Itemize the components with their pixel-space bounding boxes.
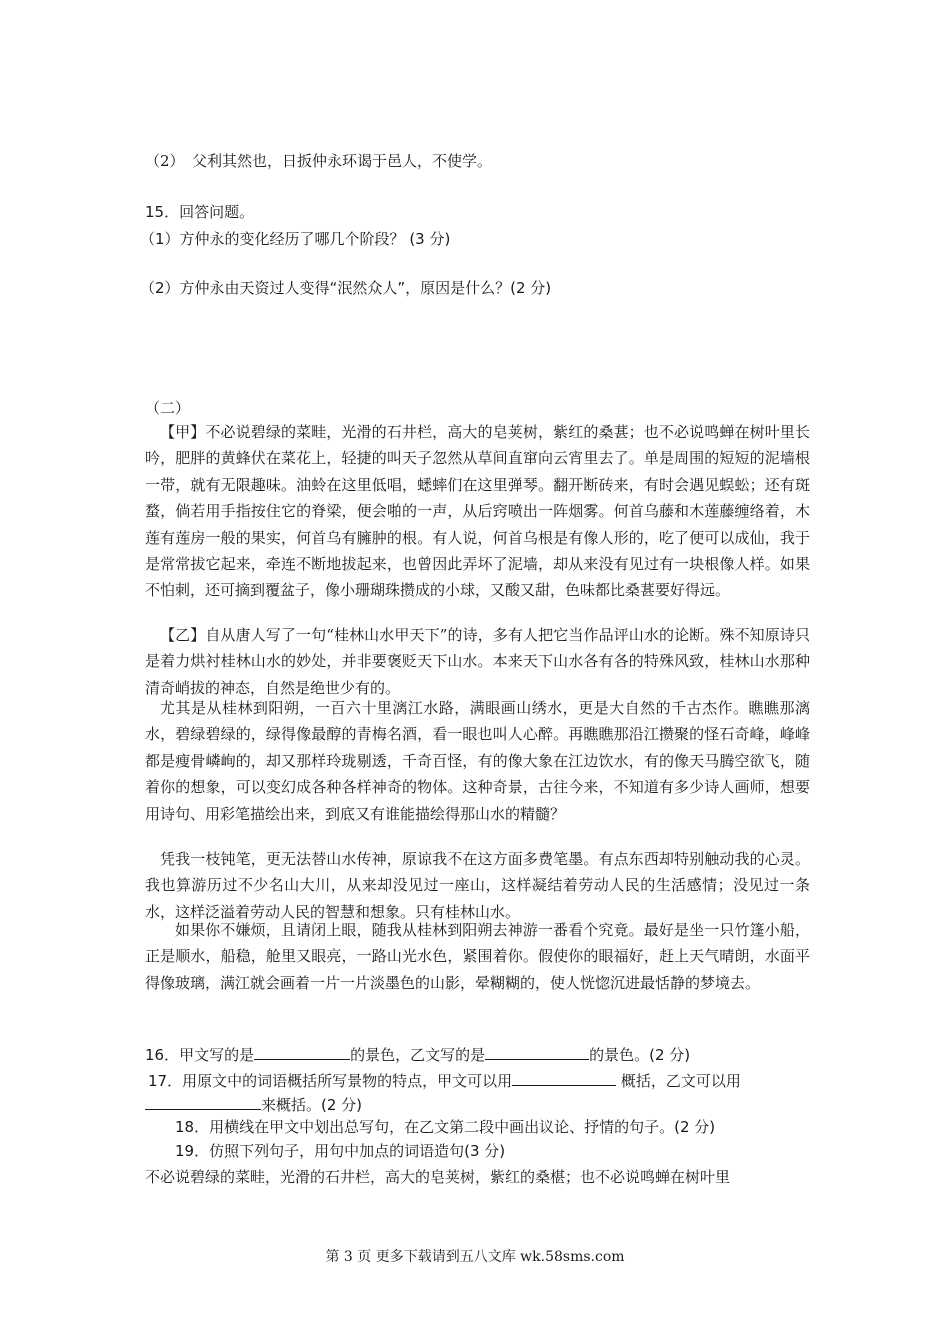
answer-blank-17b[interactable] — [145, 1093, 261, 1110]
question-17-prefix: 17．用原文中的词语概括所写景物的特点，甲文可以用 — [148, 1072, 513, 1090]
question-15-sub-1: （1）方仲永的变化经历了哪几个阶段？ (3 分) — [140, 230, 451, 248]
passage-yi-paragraph-1: 【乙】自从唐人写了一句“桂林山水甲天下”的诗，多有人把它当作品评山水的论断。殊不知原诗只是着力烘衬桂林山水的妙处，并非要褒贬天下山水。本来天下山水各有各的特殊风致，桂林山水那种清奇峭拔的神态，自然是绝世少有的。 — [145, 626, 810, 697]
passage-yi-paragraph-2: 尤其是从桂林到阳朔，一百六十里漓江水路，满眼画山绣水，更是大自然的千古杰作。瞧瞧那漓水，碧绿碧绿的，绿得像最醇的青梅名酒，看一眼也叫人心醉。再瞧瞧那沿江攒聚的怪石奇峰，峰峰都是瘦骨嶙峋的，却又那样玲珑剔透，千奇百怪，有的像大象在江边饮水，有的像天马腾空欲飞，随着你的想象，可以变幻成各种各样神奇的物体。这种奇景，古往今来，不知道有多少诗人画师，想要用诗句、用彩笔描绘出来，到底又有谁能描绘得那山水的精髓？ — [145, 699, 810, 823]
section-label: （二） — [145, 399, 191, 417]
answer-blank-17a[interactable] — [512, 1069, 616, 1086]
question-15-sub-2: （2）方仲永由天资过人变得“泯然众人”，原因是什么？(2 分) — [140, 279, 552, 297]
question-18: 18．用横线在甲文中划出总写句，在乙文第二段中画出议论、抒情的句子。(2 分) — [175, 1118, 716, 1136]
question-14-item-2: （2） 父利其然也，日扳仲永环谒于邑人，不使学。 — [145, 152, 493, 170]
page-footer: 第 3 页 更多下载请到五八文库 wk.58sms.com — [325, 1249, 625, 1265]
passage-yi-paragraph-4: 如果你不嫌烦，且请闭上眼，随我从桂林到阳朔去神游一番看个究竟。最好是坐一只竹篷小船，正是顺水，船稳，舱里又眼亮，一路山光水色，紧围着你。假使你的眼福好，赶上天气晴朗，水面平得像玻璃，满江就会画着一片一片淡墨色的山影，晕糊糊的，使人恍惚沉进最恬静的梦境去。 — [145, 921, 810, 992]
question-17-continued — [145, 1093, 362, 1115]
passage-yi-paragraph-3: 凭我一枝钝笔，更无法替山水传神，原谅我不在这方面多费笔墨。有点东西却特别触动我的心灵。我也算游历过不少名山大川，从来却没见过一座山，这样凝结着劳动人民的生活感情；没见过一条水，这样泛溢着劳动人民的智慧和想象。只有桂林山水。 — [145, 850, 810, 921]
question-15-title: 15．回答问题。 — [145, 203, 255, 221]
question-16-prefix: 16．甲文写的是 — [145, 1046, 255, 1064]
passage-jia: 【甲】不必说碧绿的菜畦，光滑的石井栏，高大的皂荚树，紫红的桑葚；也不必说鸣蝉在树叶里长吟，肥胖的黄蜂伏在菜花上，轻捷的叫天子忽然从草间直窜向云宵里去了。单是周围的短短的泥墙根一带，就有无限趣味。油蛉在这里低唱，蟋蟀们在这里弹琴。翻开断砖来，有时会遇见蜈蚣；还有斑蝥，倘若用手指按住它的脊梁，便会啪的一声，从后窍喷出一阵烟雾。何首乌藤和木莲藤缠络着，木莲有莲房一般的果实，何首乌有臃肿的根。有人说，何首乌根是有像人形的，吃了便可以成仙，我于是常常拔它起来，牵连不断地拔起来，也曾因此弄坏了泥墙，却从来没有见过有一块根像人样。如果不怕刺，还可摘到覆盆子，像小珊瑚珠攒成的小球，又酸又甜，色味都比桑葚要好得远。 — [145, 423, 810, 600]
question-17-suffix: 来概括。(2 分) — [261, 1096, 363, 1114]
question-17-middle: 概括，乙文可以用 — [616, 1072, 741, 1090]
answer-blank-16a[interactable] — [254, 1043, 350, 1060]
question-16-middle: 的景色，乙文写的是 — [350, 1046, 486, 1064]
question-16-suffix: 的景色。(2 分) — [589, 1046, 691, 1064]
question-16 — [145, 1043, 690, 1065]
question-19-example: 不必说碧绿的菜畦，光滑的石井栏，高大的皂荚树，紫红的桑椹；也不必说鸣蝉在树叶里 — [145, 1168, 731, 1186]
question-19: 19．仿照下列句子，用句中加点的词语造句(3 分) — [175, 1142, 506, 1160]
answer-blank-16b[interactable] — [485, 1043, 589, 1060]
question-17 — [148, 1069, 741, 1091]
